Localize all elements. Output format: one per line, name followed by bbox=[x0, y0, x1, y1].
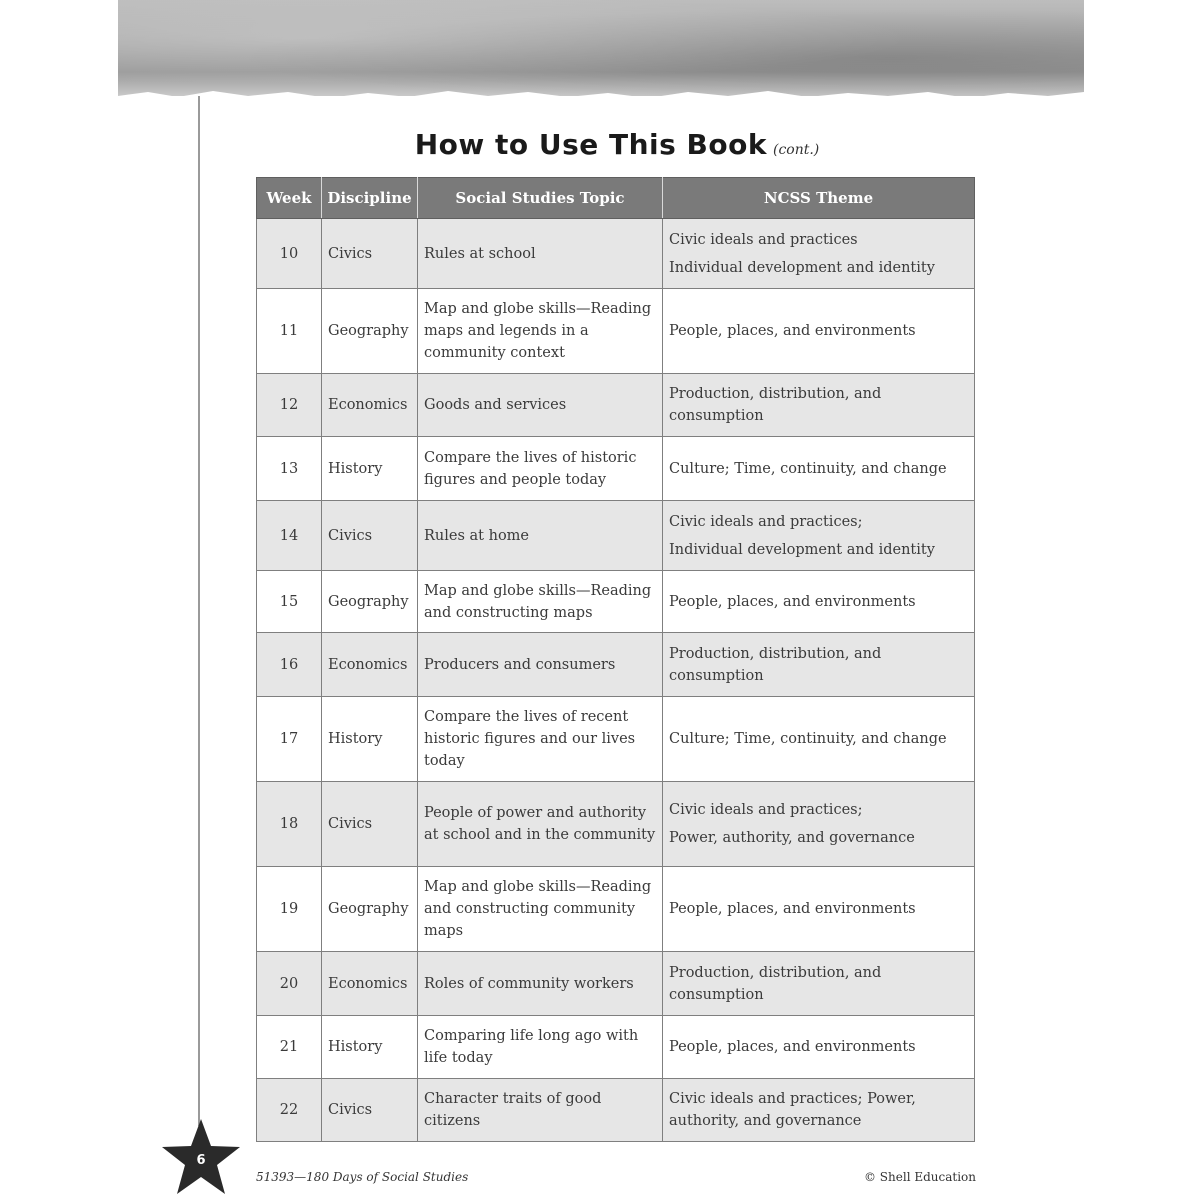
topic-cell: Map and globe skills—Reading and constructing community maps bbox=[418, 867, 663, 952]
discipline-cell: Civics bbox=[322, 782, 418, 867]
theme-line: Culture; Time, continuity, and change bbox=[669, 731, 947, 747]
theme-cell bbox=[663, 374, 975, 437]
week-cell: 14 bbox=[257, 501, 322, 571]
discipline-cell: Economics bbox=[322, 374, 418, 437]
table-row bbox=[257, 571, 975, 633]
discipline-cell: History bbox=[322, 697, 418, 782]
week-cell: 11 bbox=[257, 289, 322, 374]
theme-cell bbox=[663, 289, 975, 374]
page-number: 6 bbox=[196, 1153, 206, 1168]
theme-line: Civic ideals and practices bbox=[669, 231, 858, 248]
theme-cell bbox=[663, 782, 975, 867]
week-cell: 13 bbox=[257, 437, 322, 501]
theme-line: People, places, and environments bbox=[669, 901, 916, 917]
theme-cell bbox=[663, 571, 975, 633]
week-cell: 22 bbox=[257, 1079, 322, 1142]
table-row bbox=[257, 501, 975, 571]
discipline-cell: Civics bbox=[322, 219, 418, 289]
topic-cell: Roles of community workers bbox=[418, 952, 663, 1016]
discipline-cell: Geography bbox=[322, 867, 418, 952]
table-row bbox=[257, 952, 975, 1016]
theme-line: Civic ideals and practices; bbox=[669, 513, 863, 530]
schedule-table bbox=[256, 177, 975, 1142]
topic-cell: Producers and consumers bbox=[418, 633, 663, 697]
topic-cell: Rules at school bbox=[418, 219, 663, 289]
theme-line: Production, distribution, and consumption bbox=[669, 645, 882, 684]
page-title-suffix: (cont.) bbox=[772, 142, 820, 158]
theme-line: Individual development and identity bbox=[669, 259, 935, 276]
discipline-cell: Economics bbox=[322, 952, 418, 1016]
theme-cell bbox=[663, 437, 975, 501]
footer-book-code: 51393—180 Days of Social Studies bbox=[256, 1170, 469, 1184]
torn-paper-edge bbox=[118, 82, 1084, 102]
theme-line: Production, distribution, and consumption bbox=[669, 386, 882, 424]
week-cell: 20 bbox=[257, 952, 322, 1016]
discipline-cell: History bbox=[322, 437, 418, 501]
theme-cell bbox=[663, 952, 975, 1016]
topic-cell: Compare the lives of historic figures and people today bbox=[418, 437, 663, 501]
topic-cell: People of power and authority at school and in the community bbox=[418, 782, 663, 867]
week-cell: 15 bbox=[257, 571, 322, 633]
page-title-text: How to Use This Book bbox=[414, 128, 767, 161]
column-header-theme: NCSS Theme bbox=[663, 178, 975, 219]
theme-line: Production, distribution, and consumption bbox=[669, 964, 882, 1003]
week-cell: 17 bbox=[257, 697, 322, 782]
theme-line: Civic ideals and practices; bbox=[669, 802, 863, 818]
topic-cell: Map and globe skills—Reading maps and legends in a community context bbox=[418, 289, 663, 374]
table-row bbox=[257, 1016, 975, 1079]
table-row bbox=[257, 374, 975, 437]
theme-cell bbox=[663, 219, 975, 289]
topic-cell: Goods and services bbox=[418, 374, 663, 437]
margin-rule bbox=[198, 96, 200, 1126]
table-row bbox=[257, 289, 975, 374]
week-cell: 12 bbox=[257, 374, 322, 437]
week-cell: 19 bbox=[257, 867, 322, 952]
page-number-star bbox=[160, 1117, 242, 1197]
topic-cell: Map and globe skills—Reading and constructing maps bbox=[418, 571, 663, 633]
discipline-cell: Economics bbox=[322, 633, 418, 697]
table-row bbox=[257, 1079, 975, 1142]
table-row bbox=[257, 867, 975, 952]
discipline-cell: Geography bbox=[322, 289, 418, 374]
theme-cell bbox=[663, 501, 975, 571]
theme-cell bbox=[663, 697, 975, 782]
column-header-discipline: Discipline bbox=[322, 178, 418, 219]
table-row bbox=[257, 633, 975, 697]
table-row bbox=[257, 437, 975, 501]
week-cell: 18 bbox=[257, 782, 322, 867]
week-cell: 10 bbox=[257, 219, 322, 289]
discipline-cell: Civics bbox=[322, 1079, 418, 1142]
discipline-cell: Geography bbox=[322, 571, 418, 633]
theme-line: Individual development and identity bbox=[669, 541, 935, 558]
theme-cell bbox=[663, 1079, 975, 1142]
column-header-topic: Social Studies Topic bbox=[418, 178, 663, 219]
theme-line: Civic ideals and practices; Power, authority, and governance bbox=[669, 1091, 916, 1129]
table-row bbox=[257, 697, 975, 782]
table-row bbox=[257, 219, 975, 289]
topic-cell: Comparing life long ago with life today bbox=[418, 1016, 663, 1079]
week-cell: 21 bbox=[257, 1016, 322, 1079]
theme-line: Power, authority, and governance bbox=[669, 830, 915, 846]
discipline-cell: Civics bbox=[322, 501, 418, 571]
topic-cell: Rules at home bbox=[418, 501, 663, 571]
column-header-week: Week bbox=[257, 178, 322, 219]
theme-line: People, places, and environments bbox=[669, 323, 916, 339]
theme-line: People, places, and environments bbox=[669, 593, 916, 610]
week-cell: 16 bbox=[257, 633, 322, 697]
page-title bbox=[0, 128, 1200, 161]
theme-cell bbox=[663, 867, 975, 952]
discipline-cell: History bbox=[322, 1016, 418, 1079]
theme-line: People, places, and environments bbox=[669, 1039, 916, 1055]
table-row bbox=[257, 782, 975, 867]
topic-cell: Compare the lives of recent historic figures and our lives today bbox=[418, 697, 663, 782]
theme-cell bbox=[663, 1016, 975, 1079]
theme-line: Culture; Time, continuity, and change bbox=[669, 460, 947, 477]
topic-cell: Character traits of good citizens bbox=[418, 1079, 663, 1142]
theme-cell bbox=[663, 633, 975, 697]
table-header-row bbox=[257, 178, 975, 219]
footer-publisher: © Shell Education bbox=[863, 1170, 976, 1184]
